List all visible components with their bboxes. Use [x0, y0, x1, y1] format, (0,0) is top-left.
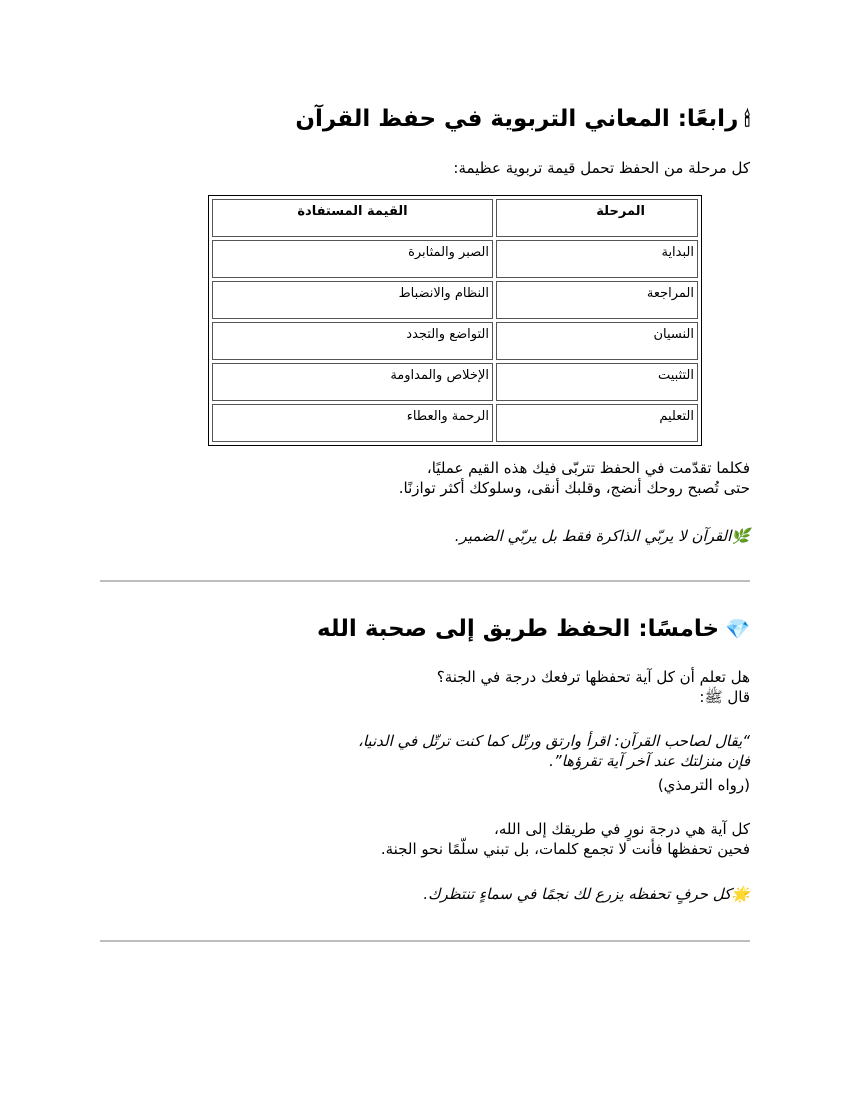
section-5-heading: [317, 614, 750, 644]
section-divider: [100, 580, 750, 582]
section-divider: [100, 940, 750, 942]
question-text: هل تعلم أن كل آية تحفظها ترفعك درجة في الجنة؟: [436, 668, 750, 686]
star-icon: 🌟: [731, 885, 750, 903]
quote-text: القرآن لا يربّي الذاكرة فقط بل يربّي الضمير.: [454, 527, 732, 545]
candle-icon: 🕯: [744, 107, 750, 131]
table-row: [212, 363, 698, 401]
hadith-line: “يقال لصاحب القرآن: اقرأ وارتق ورتّل كما كنت ترتّل في الدنيا،: [358, 732, 750, 750]
table-row: [212, 240, 698, 278]
value-cell: الصبر والمثابرة: [212, 240, 493, 278]
stage-cell: التثبيت: [496, 363, 698, 401]
hadith-line: فإن منزلتك عند آخر آية تقرؤها”.: [549, 752, 750, 770]
section-4-title: رابعًا: المعاني التربوية في حفظ القرآن: [295, 106, 739, 132]
stage-cell: البداية: [496, 240, 698, 278]
header-stage: المرحلة: [496, 199, 698, 237]
value-cell: التواضع والتجدد: [212, 322, 493, 360]
section-5-question: [437, 667, 750, 707]
paragraph-line: كل آية هي درجة نورٍ في طريقك إلى الله،: [494, 820, 750, 838]
value-cell: النظام والانضباط: [212, 281, 493, 319]
section-4-quote: [455, 526, 750, 546]
stage-cell: النسيان: [496, 322, 698, 360]
said-text: قال ﷺ:: [699, 688, 750, 706]
stage-cell: التعليم: [496, 404, 698, 442]
paragraph-line: حتى تُصبح روحك أنضج، وقلبك أنقى، وسلوكك أكثر توازنًا.: [398, 479, 750, 497]
gem-icon: 💎: [725, 617, 750, 641]
values-table: [208, 195, 702, 446]
section-4-intro: كل مرحلة من الحفظ تحمل قيمة تربوية عظيمة:: [453, 159, 750, 177]
table-row: [212, 281, 698, 319]
quote-text: كل حرفٍ تحفظه يزرع لك نجمًا في سماءٍ تنتظرك.: [423, 885, 732, 903]
table-header-row: [212, 199, 698, 237]
section-5-quote: [423, 884, 750, 904]
stage-cell: المراجعة: [496, 281, 698, 319]
paragraph-line: فحين تحفظها فأنت لا تجمع كلمات، بل تبني سلّمًا نحو الجنة.: [380, 840, 750, 858]
value-cell: الإخلاص والمداومة: [212, 363, 493, 401]
herb-icon: 🌿: [731, 527, 750, 545]
paragraph-line: فكلما تقدّمت في الحفظ تتربّى فيك هذه القيم عمليًا،: [426, 459, 750, 477]
section-4-paragraph: [399, 458, 750, 498]
hadith-quote: [358, 731, 750, 771]
value-cell: الرحمة والعطاء: [212, 404, 493, 442]
table-row: [212, 322, 698, 360]
header-value: القيمة المستفادة: [212, 199, 493, 237]
section-4-heading: [295, 104, 750, 134]
section-5-paragraph: [381, 819, 750, 859]
table-row: [212, 404, 698, 442]
hadith-source: (رواه الترمذي): [657, 776, 750, 794]
section-5-title: خامسًا: الحفظ طريق إلى صحبة الله: [316, 616, 720, 642]
